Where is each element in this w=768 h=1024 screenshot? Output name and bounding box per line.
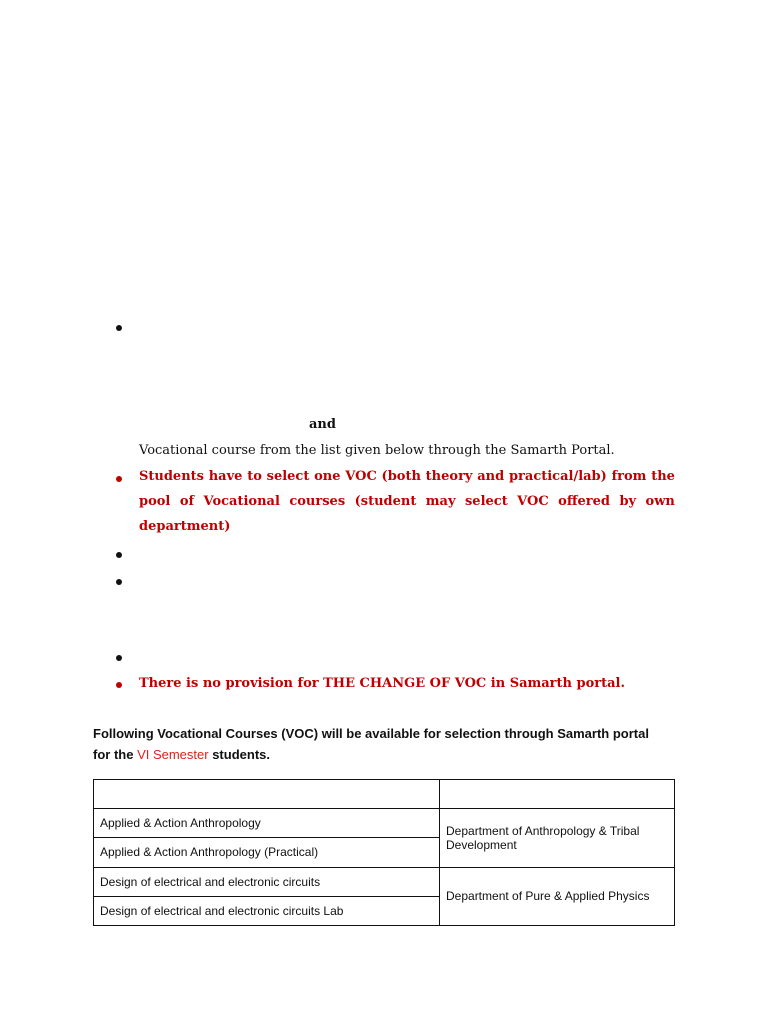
bullet-5: [116, 655, 122, 661]
table-row: [94, 867, 675, 896]
course-cell: Design of electrical and electronic circuits: [94, 867, 440, 896]
rule-select-voc-line2: pool of Vocational courses (student may select VOC offered by own: [139, 494, 675, 509]
table-row: [94, 809, 675, 838]
vocational-line: Vocational course from the list given below through the Samarth Portal.: [139, 443, 615, 458]
table-header-row: [94, 780, 675, 809]
bullet-3: [116, 552, 122, 558]
table-header-cell: [440, 780, 675, 809]
course-cell: Applied & Action Anthropology (Practical): [94, 838, 440, 867]
intro-line-2: for the VI Semester students.: [93, 747, 270, 762]
intro-line-1: Following Vocational Courses (VOC) will be available for selection through Samarth portal: [93, 726, 649, 741]
rule-no-change: There is no provision for THE CHANGE OF VOC in Samarth portal.: [139, 676, 626, 691]
rule-select-voc-line1: Students have to select one VOC (both theory and practical/lab) from the: [139, 469, 675, 484]
bullet-select-voc: [116, 476, 122, 482]
semester-highlight: VI Semester: [137, 747, 209, 762]
bullet-1: [116, 325, 122, 331]
bullet-no-change: [116, 682, 122, 688]
rule-select-voc-line3: department): [139, 519, 231, 534]
course-cell: Applied & Action Anthropology: [94, 809, 440, 838]
voc-table: [93, 779, 675, 926]
department-cell: Department of Pure & Applied Physics: [440, 867, 675, 925]
bullet-4: [116, 579, 122, 585]
course-cell: Design of electrical and electronic circuits Lab: [94, 896, 440, 925]
department-cell: Department of Anthropology & Tribal Development: [440, 809, 675, 867]
table-header-cell: [94, 780, 440, 809]
and-word: and: [309, 417, 336, 432]
